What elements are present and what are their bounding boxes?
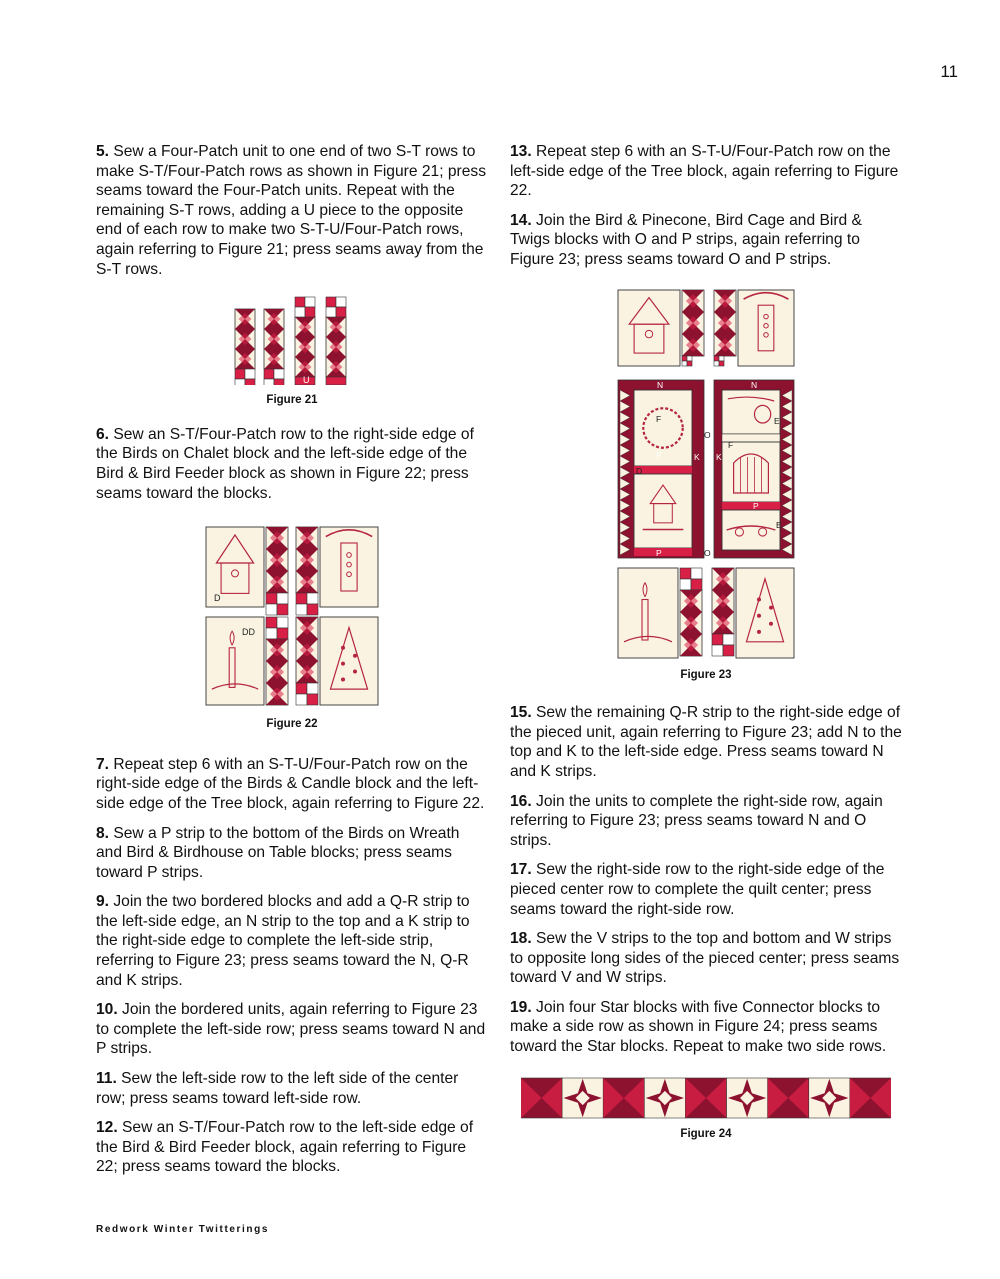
four-patch-square <box>305 297 315 307</box>
tree-ornament <box>769 605 773 609</box>
tree-ornament <box>769 621 773 625</box>
tree-ornament <box>353 670 357 674</box>
four-patch-square <box>712 645 723 656</box>
figure-24-diagram <box>521 1077 891 1119</box>
four-patch-square <box>307 604 318 615</box>
tree-ornament <box>341 646 345 650</box>
piece-label: F <box>728 439 734 450</box>
piece-label: U <box>303 375 310 386</box>
four-patch-square <box>277 604 288 615</box>
four-patch-square <box>680 579 691 590</box>
tree-ornament <box>353 654 357 658</box>
four-patch-square <box>326 297 336 307</box>
piece-label: P <box>753 500 759 511</box>
four-patch-square <box>264 379 274 385</box>
u-piece <box>326 377 346 385</box>
four-patch-square <box>682 356 687 361</box>
left-column <box>96 142 488 1187</box>
step-17: 17. Sew the right-side row to the right-side edge of the pieced center row to complete the quilt center; press seams toward the right-side row. <box>510 861 885 918</box>
figure-23-diagram <box>616 288 796 660</box>
step-5: 5. Sew a Four-Patch unit to one end of two S-T rows to make S-T/Four-Patch rows as shown in Figure 21; press seams toward the Four-Patch units. Repeat with the remaining S-T rows, adding a U piece to the opposite end of each row to make two S-T-U/Four-Patch rows, again referring to Figure 21; press seams away from the S-T rows. <box>96 143 486 278</box>
four-patch-square <box>296 604 307 615</box>
figure-22-caption: Figure 22 <box>266 718 318 731</box>
piece-label: N <box>751 379 758 390</box>
page-number: 11 <box>940 62 958 81</box>
four-patch-square <box>714 361 719 366</box>
tree-ornament <box>341 678 345 682</box>
step-13: 13. Repeat step 6 with an S-T-U/Four-Patch row on the left-side edge of the Tree block, again referring to Figure 22. <box>510 143 899 200</box>
step-18: 18. Sew the V strips to the top and bottom and W strips to opposite long sides of the pieced center; press seams toward V and W strips. <box>510 930 900 987</box>
four-patch-square <box>296 694 307 705</box>
tree-ornament <box>757 597 761 601</box>
step-15: 15. Sew the remaining Q-R strip to the right-side edge of the pieced unit, again referring to Figure 23; add N to the top and K to the left-side edge. Press seams toward N and K strips. <box>510 704 902 780</box>
four-patch-square <box>691 579 702 590</box>
step-7: 7. Repeat step 6 with an S-T-U/Four-Patch row on the right-side edge of the Birds & Candle block and the left-side edge of the Tree block, again referring to Figure 22. <box>96 755 485 812</box>
four-patch-square <box>274 369 284 379</box>
four-patch-square <box>235 369 245 379</box>
four-patch-square <box>687 356 692 361</box>
p-strip <box>722 502 780 510</box>
piece-label: K <box>716 451 722 462</box>
four-patch-square <box>687 361 692 366</box>
four-patch-square <box>336 297 346 307</box>
figure-21 <box>96 295 488 411</box>
step-14: 14. Join the Bird & Pinecone, Bird Cage and Bird & Twigs blocks with O and P strips, again referring to Figure 23; press seams toward O and P strips. <box>510 211 862 268</box>
four-patch-square <box>723 645 734 656</box>
piece-label: E <box>774 415 780 426</box>
four-patch-square <box>295 307 305 317</box>
piece-label: O <box>704 429 711 440</box>
block-twigs <box>722 510 780 550</box>
block-tree <box>320 617 378 705</box>
four-patch-square <box>307 683 318 694</box>
four-patch-square <box>680 568 691 579</box>
piece-label: O <box>704 547 711 558</box>
tree-ornament <box>341 662 345 666</box>
piece-label: DD <box>242 627 255 638</box>
four-patch-square <box>336 307 346 317</box>
four-patch-square <box>277 617 288 628</box>
four-patch-square <box>712 634 723 645</box>
tree-ornament <box>757 629 761 633</box>
step-19: 19. Join four Star blocks with five Connector blocks to make a side row as shown in Figure 24; press seams toward the Star blocks. Repeat to make two side rows. <box>510 998 887 1056</box>
figure-23 <box>510 288 902 686</box>
step-9: 9. Join the two bordered blocks and add a Q-R strip to the left-side edge, an N strip to the top and a K strip to the right-side edge to complete the left-side strip, referring to Figure 23; press seams toward the N, Q-R and K strips. <box>96 893 470 989</box>
figure-24-caption: Figure 24 <box>680 1127 732 1140</box>
four-patch-square <box>277 628 288 639</box>
four-patch-square <box>691 568 702 579</box>
piece-label: P <box>656 449 662 460</box>
four-patch-square <box>719 361 724 366</box>
four-patch-square <box>723 634 734 645</box>
piece-label: K <box>694 451 700 462</box>
four-patch-square <box>682 361 687 366</box>
block-tree <box>736 568 794 658</box>
four-patch-square <box>235 379 245 385</box>
piece-label: D <box>636 465 643 476</box>
step-16: 16. Join the units to complete the right-side row, again referring to Figure 23; press seams toward N and O strips. <box>510 792 883 849</box>
figure-22 <box>96 525 488 735</box>
figure-24 <box>510 1077 902 1145</box>
figure-21-caption: Figure 21 <box>266 394 318 407</box>
four-patch-square <box>296 593 307 604</box>
p-strip <box>634 466 692 474</box>
piece-label: E <box>776 519 782 530</box>
four-patch-square <box>264 369 274 379</box>
piece-label: N <box>657 379 664 390</box>
four-patch-square <box>307 593 318 604</box>
piece-label: P <box>656 547 662 558</box>
step-10: 10. Join the bordered units, again referring to Figure 23 to complete the left-side row; press seams toward N and P strips. <box>96 1001 486 1058</box>
step-8: 8. Sew a P strip to the bottom of the Birds on Wreath and Bird & Birdhouse on Table blocks; press seams toward P strips. <box>96 824 460 881</box>
four-patch-square <box>274 379 284 385</box>
step-6: 6. Sew an S-T/Four-Patch row to the right-side edge of the Birds on Chalet block and the left-side edge of the Bird & Bird Feeder block as shown in Figure 22; press seams toward the blocks. <box>96 425 474 502</box>
block-house <box>618 290 680 366</box>
piece-label: D <box>214 593 221 604</box>
four-patch-square <box>266 628 277 639</box>
tree-ornament <box>757 613 761 617</box>
four-patch-square <box>296 683 307 694</box>
four-patch-square <box>714 356 719 361</box>
four-patch-square <box>326 307 336 317</box>
four-patch-square <box>307 694 318 705</box>
figure-21-diagram <box>233 295 351 385</box>
figure-23-caption: Figure 23 <box>680 668 732 681</box>
four-patch-square <box>245 379 255 385</box>
right-column <box>510 142 902 1158</box>
piece-label: F <box>656 413 662 424</box>
four-patch-square <box>295 297 305 307</box>
four-patch-square <box>245 369 255 379</box>
footer-title: Redwork Winter Twitterings <box>96 1224 270 1235</box>
figure-22-diagram <box>204 525 380 707</box>
four-patch-square <box>719 356 724 361</box>
p-strip <box>634 548 692 556</box>
four-patch-square <box>266 593 277 604</box>
four-patch-square <box>277 593 288 604</box>
step-12: 12. Sew an S-T/Four-Patch row to the left-side edge of the Bird & Bird Feeder block, again referring to Figure 22; press seams toward the blocks. <box>96 1119 474 1176</box>
four-patch-square <box>305 307 315 317</box>
four-patch-square <box>266 604 277 615</box>
four-patch-square <box>266 617 277 628</box>
step-11: 11. Sew the left-side row to the left side of the center row; press seams toward left-side row. <box>96 1070 459 1107</box>
